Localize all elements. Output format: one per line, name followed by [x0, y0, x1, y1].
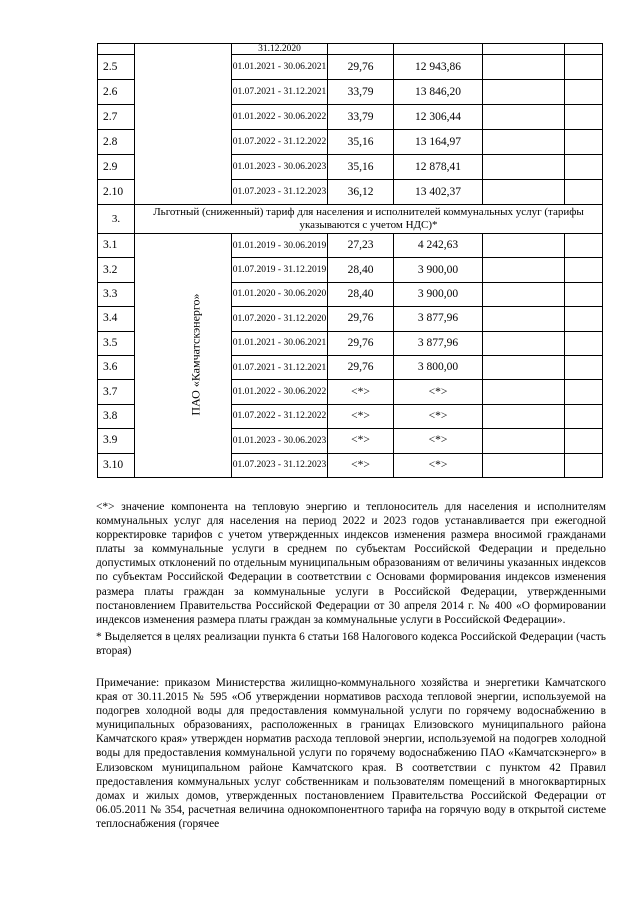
row-number: 3.1 — [98, 234, 135, 258]
empty-cell — [483, 55, 565, 80]
rate-cell: <*> — [328, 404, 394, 428]
rate-cell: 33,79 — [328, 105, 394, 130]
amount-cell: <*> — [394, 453, 483, 477]
rate-cell: 36,12 — [328, 180, 394, 205]
footnote-star: <*> значение компонента на тепловую энергию и теплоноситель для населения и исполнителям коммунальных услуг для населения на период 2022 и 2023 годов устанавливается при ежегодной корректировке тарифов с учетом утвержденных индексов изменения размера вносимой гражданами платы за коммунальные услуги в среднем по субъектам Российской Федерации и предельно допустимых отклонений по отдельным муниципальным образованиям от величины указанных индексов по субъектам Российской Федерации в соответствии с Основами формирования индексов изменения размера платы граждан за коммунальные услуги в Российской Федерации, утвержденными постановлением Правительства Российской Федерации от 30 апреля 2014 г. № 400 «О формировании индексов изменения размера платы граждан за коммунальные услуги в Российской Федерации». — [96, 501, 606, 626]
empty-cell — [483, 258, 565, 282]
empty-cell — [483, 307, 565, 331]
period-cell: 01.07.2021 - 31.12.2021 — [232, 355, 328, 379]
empty-cell — [483, 282, 565, 306]
row-number: 3.8 — [98, 404, 135, 428]
empty-cell — [483, 380, 565, 404]
amount-cell: <*> — [394, 404, 483, 428]
empty-cell — [483, 105, 565, 130]
amount-cell: 12 943,86 — [394, 55, 483, 80]
empty-cell — [565, 55, 603, 80]
empty-cell — [483, 155, 565, 180]
amount-cell: 13 164,97 — [394, 130, 483, 155]
period-cell: 01.07.2022 - 31.12.2022 — [232, 130, 328, 155]
amount-cell: 3 900,00 — [394, 282, 483, 306]
empty-cell — [483, 180, 565, 205]
rate-cell: <*> — [328, 429, 394, 453]
empty-cell — [483, 80, 565, 105]
section-title: Льготный (сниженный) тариф для населения и исполнителей коммунальных услуг (тарифы указываются с учетом НДС)* — [135, 205, 603, 234]
rate-cell: 29,76 — [328, 307, 394, 331]
empty-cell — [483, 331, 565, 355]
table-row — [98, 234, 603, 258]
organization-cell — [135, 234, 232, 478]
empty-cell — [565, 130, 603, 155]
amount-cell: 3 877,96 — [394, 331, 483, 355]
rate-cell: 28,40 — [328, 282, 394, 306]
row-number: 2.6 — [98, 80, 135, 105]
period-cell: 01.07.2023 - 31.12.2023 — [232, 180, 328, 205]
rate-cell: 29,76 — [328, 331, 394, 355]
tariff-table-body — [98, 44, 603, 478]
empty-cell — [565, 307, 603, 331]
empty-cell — [483, 404, 565, 428]
period-cell: 01.07.2020 - 31.12.2020 — [232, 307, 328, 331]
footnote-vat: * Выделяется в целях реализации пункта 6 статьи 168 Налогового кодекса Российской Федерации (часть вторая) — [96, 631, 606, 658]
rate-cell: 33,79 — [328, 80, 394, 105]
row-number: 2.10 — [98, 180, 135, 205]
period-cell: 01.07.2023 - 31.12.2023 — [232, 453, 328, 477]
row-number: 3.10 — [98, 453, 135, 477]
remark-block — [96, 676, 606, 831]
empty-cell — [483, 130, 565, 155]
period-cell: 01.01.2022 - 30.06.2022 — [232, 380, 328, 404]
period-cell: 01.01.2019 - 30.06.2019 — [232, 234, 328, 258]
row-number: 3.7 — [98, 380, 135, 404]
tariff-table — [97, 43, 603, 478]
rate-cell: 35,16 — [328, 155, 394, 180]
rate-cell: 29,76 — [328, 355, 394, 379]
empty-cell — [565, 331, 603, 355]
empty-cell — [565, 282, 603, 306]
period-cell: 01.01.2021 - 30.06.2021 — [232, 55, 328, 80]
empty-cell — [565, 105, 603, 130]
row-number: 3.2 — [98, 258, 135, 282]
period-cell: 01.01.2023 - 30.06.2023 — [232, 429, 328, 453]
amount-cell: 3 800,00 — [394, 355, 483, 379]
amount-cell: 12 878,41 — [394, 155, 483, 180]
period-cell: 01.01.2021 - 30.06.2021 — [232, 331, 328, 355]
amount-cell: 13 846,20 — [394, 80, 483, 105]
rate-cell: 27,23 — [328, 234, 394, 258]
empty-cell — [565, 355, 603, 379]
row-number: 3.5 — [98, 331, 135, 355]
amount-cell: <*> — [394, 429, 483, 453]
rate-cell: <*> — [328, 380, 394, 404]
row-number: 2.9 — [98, 155, 135, 180]
empty-cell — [565, 453, 603, 477]
rate-cell: 29,76 — [328, 55, 394, 80]
empty-cell — [483, 44, 565, 55]
row-number — [98, 44, 135, 55]
period-cell: 01.01.2020 - 30.06.2020 — [232, 282, 328, 306]
table-row — [98, 44, 603, 55]
row-number: 3.6 — [98, 355, 135, 379]
row-number: 3.3 — [98, 282, 135, 306]
row-number: 2.8 — [98, 130, 135, 155]
period-cell: 01.07.2021 - 31.12.2021 — [232, 80, 328, 105]
row-number: 3.9 — [98, 429, 135, 453]
period-cell: 01.01.2023 - 30.06.2023 — [232, 155, 328, 180]
rate-cell — [328, 44, 394, 55]
empty-cell — [565, 429, 603, 453]
row-number: 3.4 — [98, 307, 135, 331]
rate-cell: <*> — [328, 453, 394, 477]
row-number: 2.5 — [98, 55, 135, 80]
section-number: 3. — [98, 205, 135, 234]
remark-text: Примечание: приказом Министерства жилищно-коммунального хозяйства и энергетики Камчатского края от 30.11.2015 № 595 «Об утверждении нормативов расхода тепловой энергии, используемой на подогрев холодной воды для предоставления коммунальной услуги по горячему водоснабжению в муниципальных образованиях, расположенных в границах Елизовского муниципального района Камчатского края» утвержден норматив расхода тепловой энергии, используемой на подогрев холодной воды для предоставления коммунальной услуги по горячему водоснабжению ПАО «Камчатскэнерго» в Елизовском муниципальном районе Камчатского края. В соответствии с пунктом 42 Правил предоставления коммунальных услуг собственникам и пользователям помещений в многоквартирных домах и жилых домов, утвержденных постановлением Правительства Российской Федерации от 06.05.2011 № 354, расчетная величина однокомпонентного тарифа на горячую воду в открытой системе теплоснабжения (горячее — [96, 677, 606, 830]
empty-cell — [483, 234, 565, 258]
amount-cell: 13 402,37 — [394, 180, 483, 205]
rate-cell: 28,40 — [328, 258, 394, 282]
row-number: 2.7 — [98, 105, 135, 130]
organization-cell-previous — [135, 44, 232, 205]
amount-cell: 12 306,44 — [394, 105, 483, 130]
empty-cell — [483, 429, 565, 453]
empty-cell — [483, 453, 565, 477]
empty-cell — [565, 180, 603, 205]
organization-name: ПАО «Камчатскэнерго» — [188, 293, 203, 417]
empty-cell — [565, 44, 603, 55]
footnote-vat-block — [96, 630, 606, 658]
empty-cell — [565, 80, 603, 105]
rate-cell: 35,16 — [328, 130, 394, 155]
empty-cell — [565, 234, 603, 258]
period-cell: 01.07.2022 - 31.12.2022 — [232, 404, 328, 428]
amount-cell: <*> — [394, 380, 483, 404]
empty-cell — [565, 155, 603, 180]
amount-cell: 3 900,00 — [394, 258, 483, 282]
period-cell: 01.07.2019 - 31.12.2019 — [232, 258, 328, 282]
period-cell: 31.12.2020 — [232, 44, 328, 55]
amount-cell: 4 242,63 — [394, 234, 483, 258]
empty-cell — [565, 258, 603, 282]
footnotes — [96, 500, 606, 627]
empty-cell — [565, 404, 603, 428]
period-cell: 01.01.2022 - 30.06.2022 — [232, 105, 328, 130]
section-header-row — [98, 205, 603, 234]
amount-cell: 3 877,96 — [394, 307, 483, 331]
empty-cell — [565, 380, 603, 404]
amount-cell — [394, 44, 483, 55]
empty-cell — [483, 355, 565, 379]
